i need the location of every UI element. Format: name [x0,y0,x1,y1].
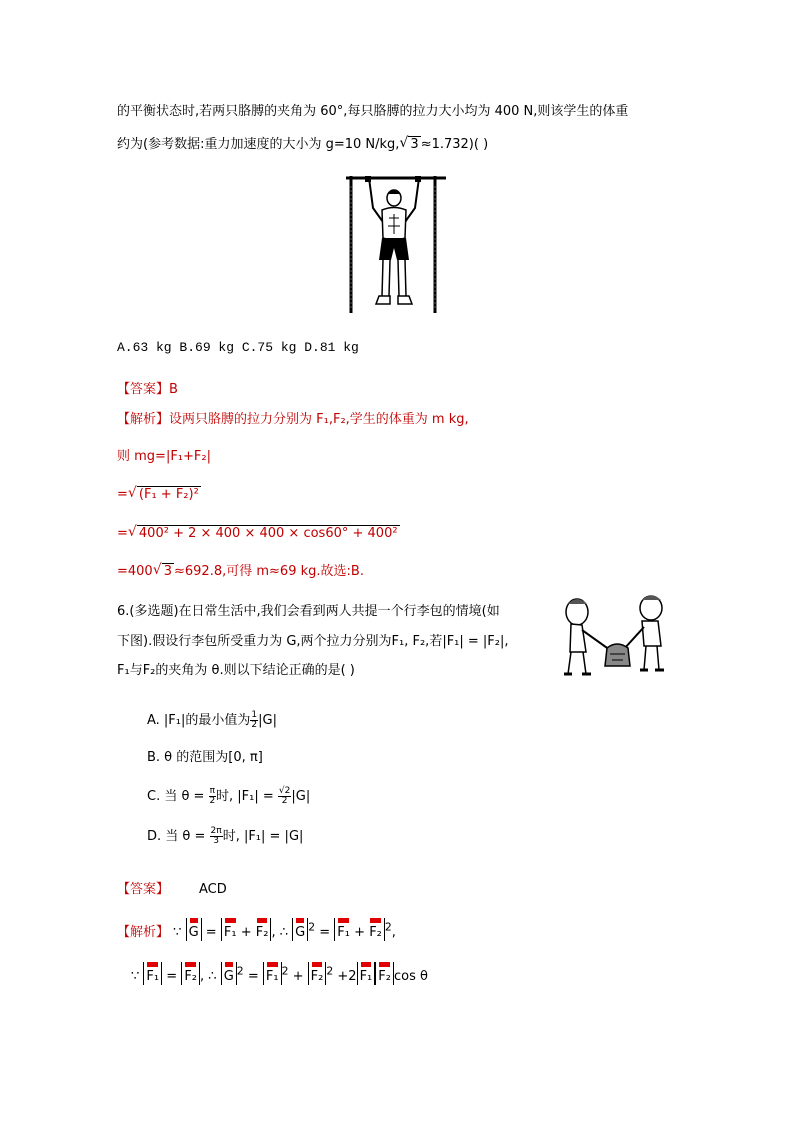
q6-stem-line2: 下图).假设行李包所受重力为 G,两个拉力分别为F₁, F₂,若|F₁| = |F₂|, [117,634,509,649]
sqrt-symbol [128,486,201,503]
vector-f2: F₂ [378,962,391,985]
vector-magnitude [221,918,272,941]
option-d-text: D. 当 θ = [147,829,206,844]
q6-stem-line3: F₁与F₂的夹角为 θ.则以下结论正确的是( ) [117,663,355,678]
vector-magnitude [292,918,308,941]
fraction-numerator: 2π [210,826,222,836]
fraction-denominator: 3 [213,836,219,846]
sqrt-radicand: (F₁ + F₂)² [138,487,199,502]
option-a-text: A. |F₁|的最小值为 [147,713,251,728]
analysis-label: 【解析】 [117,412,170,427]
vector-magnitude [263,962,282,985]
q6-option-b: B. θ 的范围为[0, π] [147,750,263,765]
because-symbol: ∵ [131,969,140,984]
equals-sign: = [319,925,331,940]
comma: , [391,925,396,940]
exponent: 2 [326,964,334,978]
q5-step3 [117,525,400,542]
exponent: 2 [308,920,316,934]
comma: , [200,969,205,984]
fraction-numerator: 1 [251,710,258,720]
vector-g: G [189,918,199,941]
q5-stem-line2-tail: ≈1.732)( ) [420,137,489,152]
q5-step2 [117,486,201,503]
fraction [210,827,223,846]
fraction-denominator: 2 [209,796,216,806]
q6-option-c [147,787,310,806]
answer-label: 【答案】 [117,882,170,897]
plus-sign: + [240,925,252,940]
option-d-tail: 时, |F₁| = |G| [222,829,304,844]
exponent: 2 [384,920,392,934]
vector-f1: F₁ [224,918,237,941]
q6-stem-line1: 6.(多选题)在日常生活中,我们会看到两人共提一个行李包的情境(如 [117,604,500,619]
q5-options: A.63 kg B.69 kg C.75 kg D.81 kg [117,340,359,355]
vector-f2: F₂ [369,918,382,941]
equals-sign: = [117,487,128,502]
two-people-bag-figure [562,594,672,686]
vector-f1: F₁ [360,962,373,985]
fraction-numerator: π [209,786,216,796]
vector-f2: F₂ [256,918,269,941]
answer-value: ACD [199,882,227,897]
sqrt-radicand: 3 [163,564,172,579]
pullup-figure [343,172,449,316]
q5-analysis-row [117,412,469,428]
vector-g: G [295,918,305,941]
vector-magnitude [308,962,327,985]
q6-answer-row [117,882,227,898]
therefore-symbol: ∴ [208,969,217,984]
fraction [278,787,291,806]
vector-f1: F₁ [146,962,159,985]
vector-f1: F₁ [337,918,350,941]
q6-option-d [147,827,303,846]
coefficient: +2 [337,969,357,984]
q5-stem-line1: 的平衡状态时,若两只胳膊的夹角为 60°,每只胳膊的拉力大小均为 400 N,则该学生的体重 [117,104,629,119]
cos-theta: cos θ [393,969,428,984]
sqrt-symbol [399,136,420,153]
analysis-label: 【解析】 [117,925,170,940]
sqrt-radicand: 3 [410,137,419,152]
plus-sign: + [354,925,366,940]
exponent: 2 [281,964,289,978]
step4-tail: ≈692.8,可得 m≈69 kg.故选:B. [174,564,364,579]
fraction-denominator: 2 [251,720,258,730]
q5-stem-line2 [117,136,488,153]
fraction [250,711,258,730]
option-a-tail: |G| [258,713,277,728]
plus-sign: + [292,969,304,984]
fraction-numerator: √2 [278,786,291,796]
vector-magnitude [186,918,202,941]
vector-f2: F₂ [184,962,197,985]
q6-analysis-line2 [131,962,428,985]
q5-stem-line2-text: 约为(参考数据:重力加速度的大小为 g=10 N/kg, [117,137,400,152]
vector-magnitude [143,962,162,985]
equals-sign: = [205,925,217,940]
because-symbol: ∵ [173,925,182,940]
option-c-mid: 时, |F₁| = [216,789,274,804]
answer-label: 【答案】 [117,382,170,397]
equals-sign: = [247,969,259,984]
vector-magnitude [375,962,394,985]
vector-magnitude [181,962,200,985]
vector-magnitude [221,962,237,985]
sqrt-radicand: 400² + 2 × 400 × 400 × cos60° + 400² [138,526,398,541]
q6-analysis-line1 [117,918,396,941]
exponent: 2 [236,964,244,978]
vector-f2: F₂ [311,962,324,985]
q5-step4 [117,563,364,580]
option-c-tail: |G| [291,789,311,804]
vector-g: G [224,962,234,985]
equals-sign: = [166,969,178,984]
analysis-text: 设两只胳膊的拉力分别为 F₁,F₂,学生的体重为 m kg, [169,412,469,427]
sqrt-symbol [153,563,174,580]
vector-magnitude [334,918,385,941]
fraction-denominator: 2 [281,796,288,806]
q5-step1: 则 mg=|F₁+F₂| [117,449,211,464]
q5-answer-row [117,382,178,398]
q6-option-a [147,711,277,730]
therefore-symbol: ∴ [279,925,288,940]
step4-text: =400 [117,564,153,579]
vector-magnitude [357,962,376,985]
fraction [209,787,216,806]
comma: , [271,925,276,940]
equals-sign: = [117,526,128,541]
vector-f1: F₁ [266,962,279,985]
option-c-text: C. 当 θ = [147,789,205,804]
sqrt-symbol [128,525,400,542]
answer-value: B [169,382,178,397]
